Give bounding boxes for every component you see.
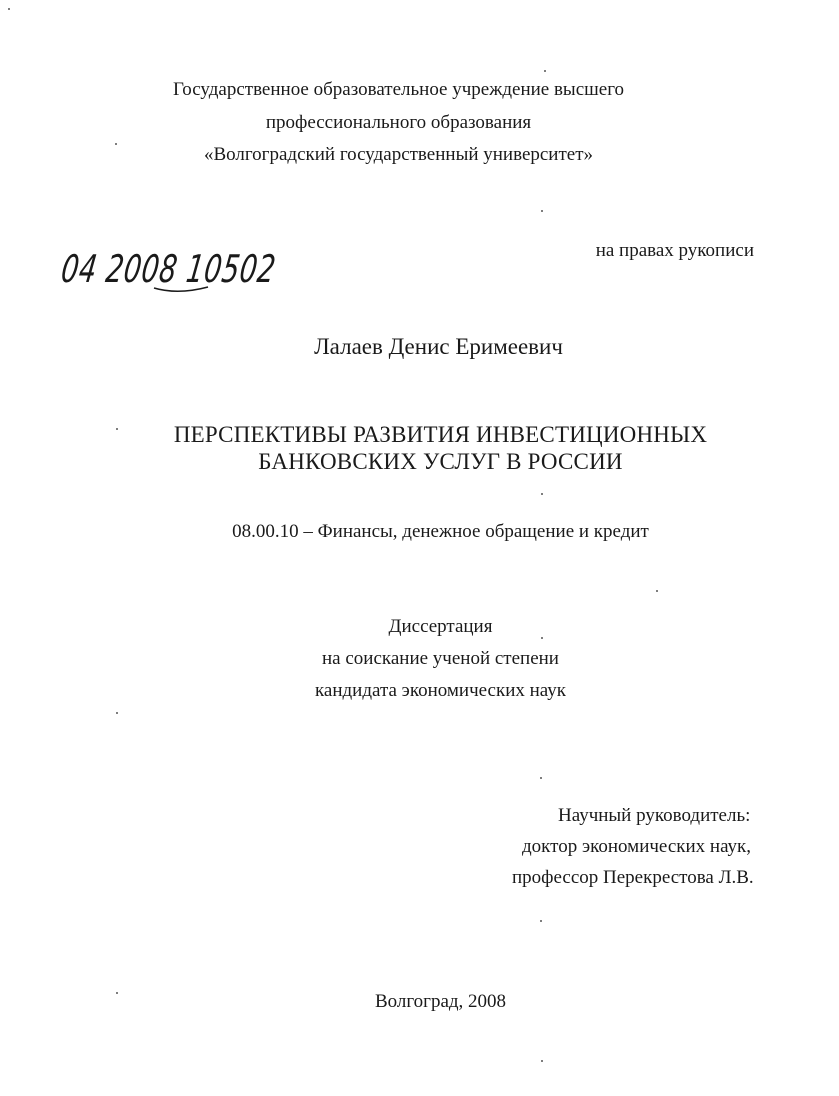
scan-speck	[8, 8, 10, 10]
specialty-code: 08.00.10 – Финансы, денежное обращение и кредит	[232, 521, 649, 542]
scan-speck	[116, 712, 118, 714]
scan-speck	[541, 210, 543, 212]
institution-line-3: «Волгоградский государственный университет»	[203, 144, 594, 165]
work-type-line-3: кандидата экономических наук	[314, 680, 567, 701]
supervisor-label: Научный руководитель:	[558, 805, 751, 826]
institution-line-2: профессионального образования	[265, 112, 532, 133]
handwritten-number-text: 04 2008 10502	[58, 248, 368, 292]
scan-speck	[541, 493, 543, 495]
work-type-line-2: на соискание ученой степени	[322, 648, 559, 669]
scan-speck	[544, 70, 546, 72]
scan-speck	[116, 992, 118, 994]
handwritten-registration-number	[58, 238, 368, 300]
supervisor-name: профессор Перекрестова Л.В.	[512, 867, 754, 888]
work-type-line-1: Диссертация	[388, 616, 493, 637]
supervisor-degree: доктор экономических наук,	[522, 836, 752, 857]
author-name: Лалаев Денис Еримеевич	[314, 334, 563, 359]
scan-speck	[541, 637, 543, 639]
scan-speck	[116, 428, 118, 430]
scan-speck	[656, 590, 658, 592]
city-year: Волгоград, 2008	[374, 991, 507, 1012]
manuscript-rights: на правах рукописи	[595, 240, 754, 261]
scan-speck	[540, 777, 542, 779]
title-line-2: БАНКОВСКИХ УСЛУГ В РОССИИ	[258, 449, 623, 474]
scan-speck	[541, 1060, 543, 1062]
institution-line-1: Государственное образовательное учреждение высшего	[172, 79, 625, 100]
scan-speck	[115, 143, 117, 145]
scan-speck	[540, 920, 542, 922]
title-line-1: ПЕРСПЕКТИВЫ РАЗВИТИЯ ИНВЕСТИЦИОННЫХ	[173, 422, 708, 447]
